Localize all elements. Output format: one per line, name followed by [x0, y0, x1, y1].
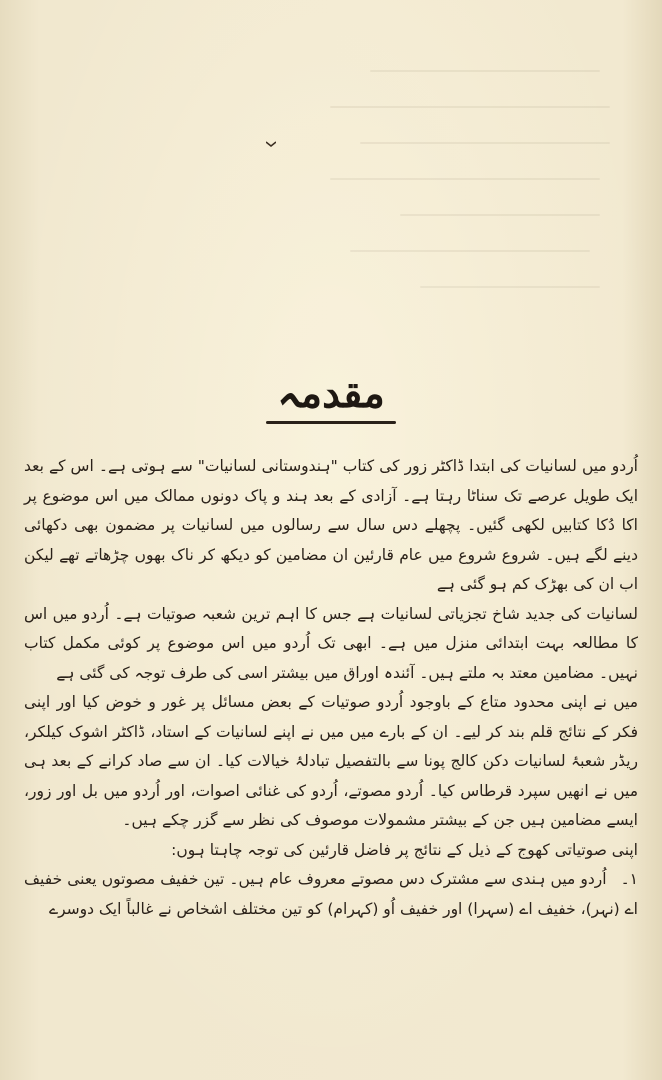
list-item-text: اُردو میں ہندی سے مشترک دس مصوتے معروف عام ہیں۔ تین خفیف مصوتوں یعنی خفیف اے (نہر)، خفیف اے (سہرا) اور خفیف اُو (کہرام) کو تین مختلف اشخاص نے غالباً ایک دوسرے — [24, 870, 638, 918]
paragraph-1: اُردو میں لسانیات کی ابتدا ڈاکٹر زور کی کتاب "ہندوستانی لسانیات" سے ہوتی ہے۔ اس کے بعد ایک طویل عرصے تک سناٹا رہتا ہے۔ آزادی کے بعد ہند و پاک دونوں ممالک میں اس موضوع پر اکا دُکا کتابیں لکھی گئیں۔ پچھلے دس سال سے رسالوں میں لسانیات پر مضمون بھی دکھائی دینے لگے ہیں۔ شروع شروع میں عام قارئین ان مضامین کو دیکھ کر ناک بھوں چڑھاتے تھے لیکن اب ان کی بھڑک کم ہو گئی ہے — [24, 457, 638, 593]
list-item — [24, 865, 638, 924]
paragraph-2: لسانیات کی جدید شاخ تجزیاتی لسانیات ہے جس کا اہم ترین شعبہ صوتیات ہے۔ اُردو میں اس کا مطالعہ بہت ابتدائی منزل میں ہے۔ ابھی تک اُردو میں اس موضوع پر کوئی مکمل کتاب نہیں۔ مضامین معتد بہ ملتے ہیں۔ آئندہ اوراق میں بیشتر اسی کی طرف توجہ کی گئی ہے — [24, 604, 638, 682]
ink-mark — [266, 141, 276, 147]
paragraph-4: اپنی صوتیاتی کھوج کے ذیل کے نتائج پر فاضل قارئین کی توجہ چاہتا ہوں: — [171, 840, 638, 859]
bleed-through-text — [330, 70, 630, 370]
list-number: ۱۔ — [620, 870, 638, 888]
chapter-title: مقدمہ — [0, 370, 662, 424]
chapter-body — [24, 452, 638, 924]
paragraph-3: میں نے اپنی محدود متاع کے باوجود اُردو صوتیات کے بعض مسائل پر غور و خوض کیا اور اپنی فکر کے نتائج قلم بند کر لیے۔ ان کے بارے میں میں نے اپنے لسانیات کے استاد، ڈاکٹر اشوک کیلکر، ریڈر شعبۂ لسانیات دکن کالج پونا سے بالتفصیل تبادلۂ خیالات کیا۔ ان سے صاد کرانے کے بعد ہی میں نے انھیں سپرد قرطاس کیا۔ اُردو مصوتے، اُردو کی غنائی اصوات، اور اُردو میں بل اور زور، ایسے مضامین ہیں جن کے بیشتر مشمولات موصوف کی نظر سے گزر چکے ہیں۔ — [24, 693, 638, 829]
